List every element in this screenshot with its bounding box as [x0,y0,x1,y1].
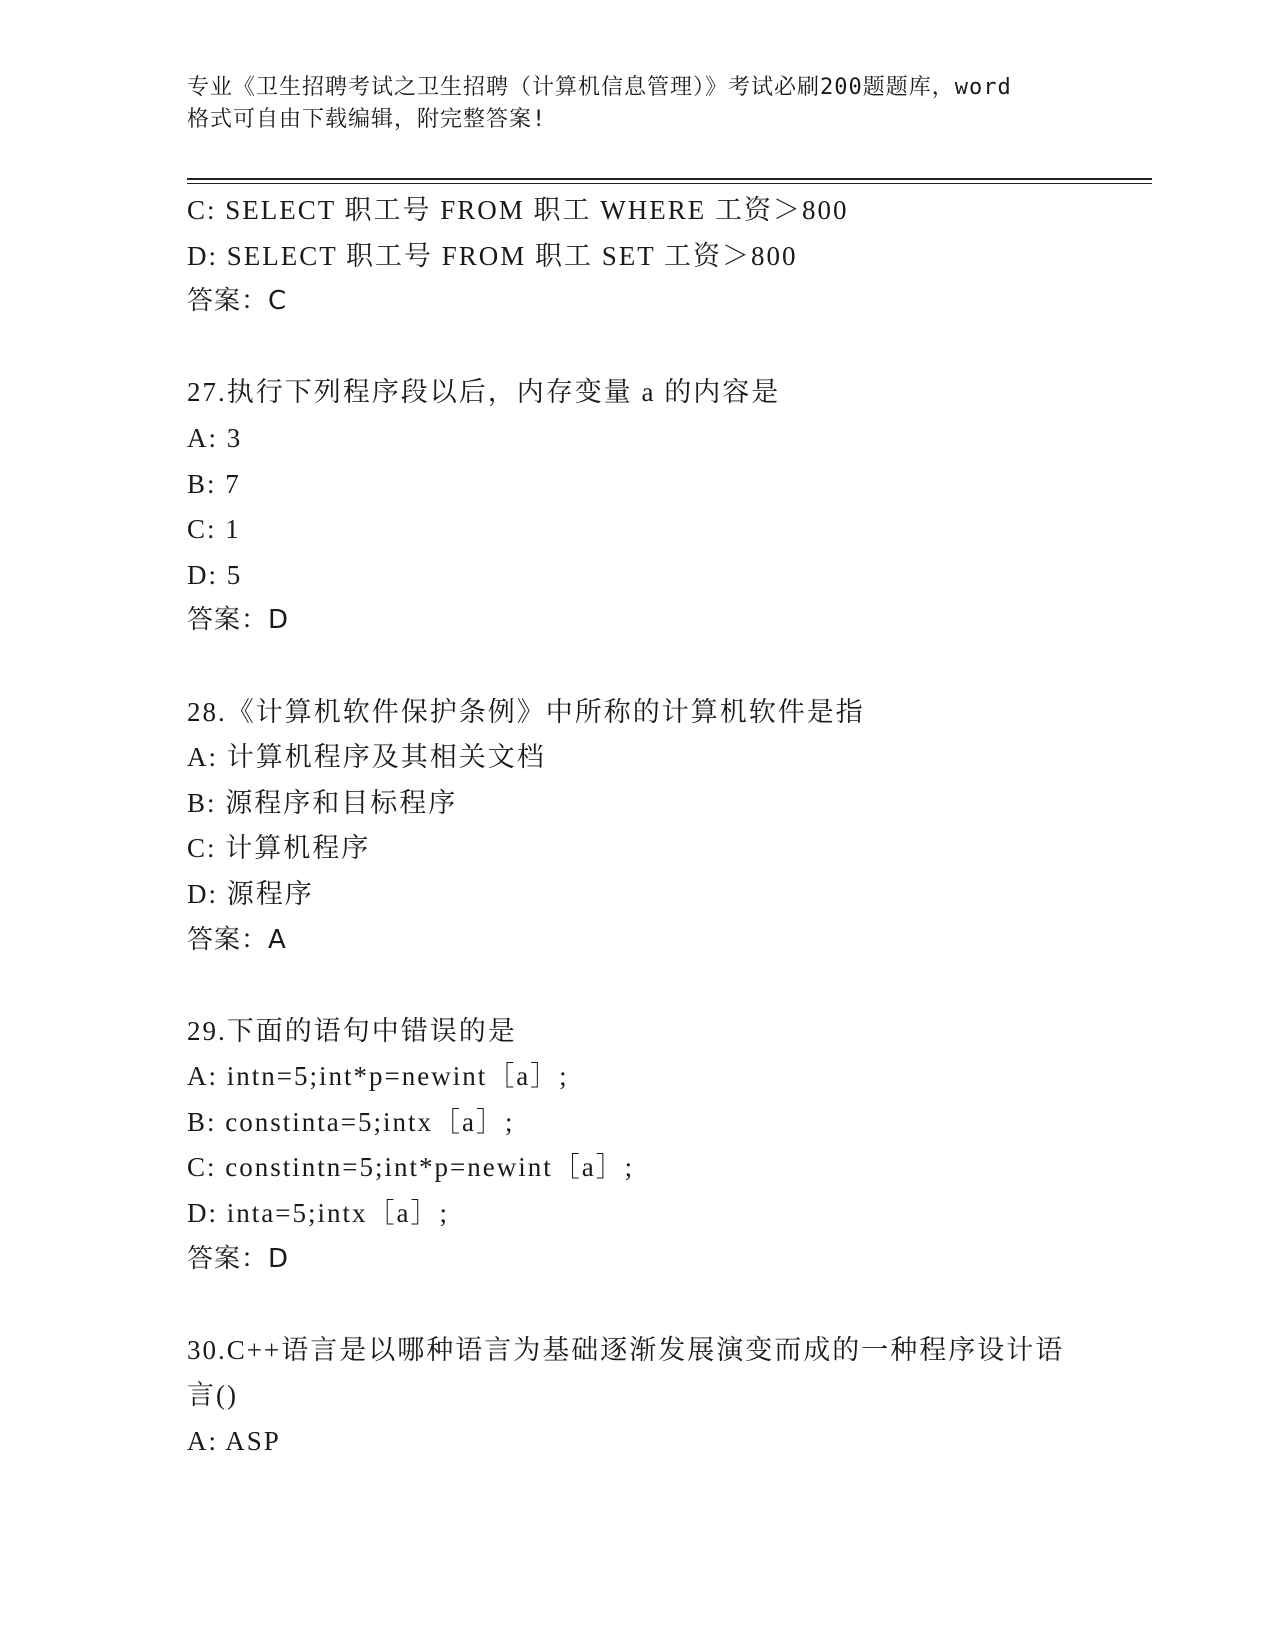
spacer [187,644,1087,690]
header-divider [187,178,1152,180]
option-c: C: 1 [187,514,241,545]
document-header [187,72,1087,136]
option-b: B: 源程序和目标程序 [187,787,458,818]
question-stem: 27.执行下列程序段以后，内存变量 a 的内容是 [187,377,781,408]
spacer [187,963,1087,1009]
option-c: C: constintn=5;int*p=newint［a］; [187,1152,635,1183]
answer: 答案：C [187,286,288,317]
question-stem: 28.《计算机软件保护条例》中所称的计算机软件是指 [187,696,865,727]
option-d: D: 5 [187,559,243,590]
option-c: C: SELECT 职工号 FROM 职工 WHERE 工资＞800 [187,195,849,225]
option-d: D: inta=5;intx［a］; [187,1198,449,1229]
option-a: A: intn=5;int*p=newint［a］; [187,1061,569,1092]
answer: 答案：A [187,924,287,955]
header-line-2: 格式可自由下载编辑，附完整答案! [187,107,547,132]
header-line-1: 专业《卫生招聘考试之卫生招聘（计算机信息管理）》考试必刷200题题库，word [187,75,1012,100]
question-stem-continued: 言() [187,1380,238,1411]
option-a: A: 3 [187,422,243,453]
option-d: D: 源程序 [187,878,314,909]
answer: 答案：D [187,1243,290,1274]
option-a: A: ASP [187,1426,281,1457]
answer: 答案：D [187,605,290,636]
question-stem: 30.C++语言是以哪种语言为基础逐渐发展演变而成的一种程序设计语 [187,1334,1065,1365]
option-a: A: 计算机程序及其相关文档 [187,742,546,773]
spacer [187,325,1087,371]
option-d: D: SELECT 职工号 FROM 职工 SET 工资＞800 [187,240,798,271]
spacer [187,1282,1087,1328]
header-divider-thin [187,183,1152,184]
question-list [187,188,1087,1465]
question-stem: 29.下面的语句中错误的是 [187,1015,517,1046]
option-b: B: constinta=5;intx［a］; [187,1106,515,1137]
option-c: C: 计算机程序 [187,833,371,864]
option-b: B: 7 [187,468,241,499]
